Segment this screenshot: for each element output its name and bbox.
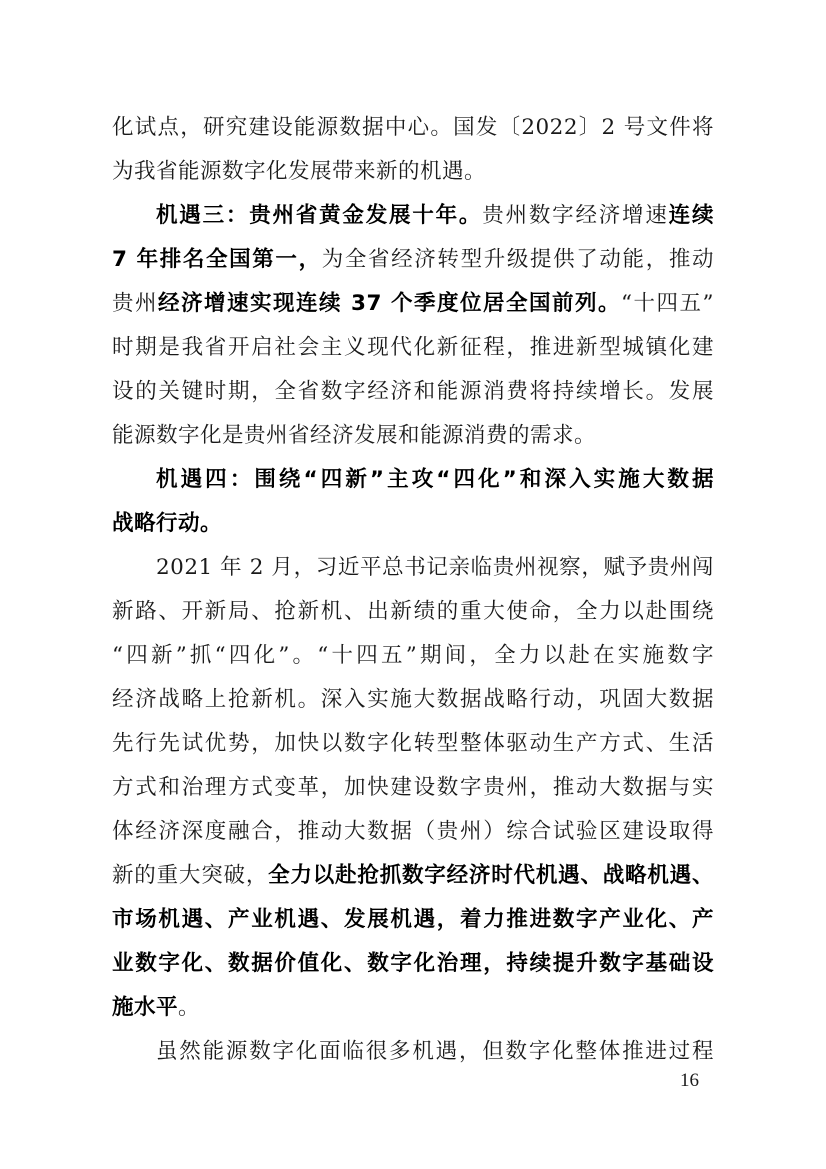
body-text: 体经济深度融合，推动大数据（贵州）综合试验区建设取得 bbox=[112, 819, 714, 844]
bold-text: 机遇四：围绕“四新”主攻“四化”和深入实施大数据 bbox=[156, 467, 714, 492]
bold-text: 连续 bbox=[668, 203, 714, 228]
body-text: 新的重大突破， bbox=[112, 863, 269, 888]
text-line bbox=[112, 590, 714, 634]
body-text: 新路、开新局、抢新机、出新绩的重大使命，全力以赴围绕 bbox=[112, 599, 714, 624]
bold-text: 经济增速实现连续 37 个季度位居全国前列。 bbox=[158, 291, 621, 316]
text-line bbox=[112, 194, 714, 238]
bold-text: 机遇三：贵州省黄金发展十年。 bbox=[156, 203, 483, 228]
text-line bbox=[112, 502, 714, 546]
text-line bbox=[112, 150, 714, 194]
text-line bbox=[112, 854, 714, 898]
text-line bbox=[112, 458, 714, 502]
document-body bbox=[112, 106, 714, 1074]
body-text: 贵州 bbox=[112, 291, 159, 316]
bold-text: 全力以赴抢抓数字经济时代机遇、战略机遇、 bbox=[268, 863, 714, 888]
body-text: “十四五” bbox=[620, 291, 714, 316]
text-line bbox=[112, 414, 714, 458]
bold-text: 市场机遇、产业机遇、发展机遇，着力推进数字产业化、产 bbox=[112, 907, 714, 932]
text-line bbox=[112, 282, 714, 326]
text-line bbox=[112, 722, 714, 766]
body-text: 虽然能源数字化面临很多机遇，但数字化整体推进过程 bbox=[156, 1039, 714, 1064]
text-line bbox=[112, 106, 714, 150]
text-line bbox=[112, 634, 714, 678]
text-line bbox=[112, 810, 714, 854]
text-line bbox=[112, 326, 714, 370]
body-text: 为全省经济转型升级提供了动能，推动 bbox=[321, 247, 714, 272]
text-line bbox=[112, 942, 714, 986]
bold-text: 施水平 bbox=[112, 995, 179, 1020]
bold-text: 业数字化、数据价值化、数字化治理，持续提升数字基础设 bbox=[112, 951, 714, 976]
text-line bbox=[112, 238, 714, 282]
bold-text: 战略行动。 bbox=[112, 511, 223, 536]
text-line bbox=[112, 370, 714, 414]
text-line bbox=[112, 546, 714, 590]
body-text: 化试点，研究建设能源数据中心。国发〔2022〕2 号文件将 bbox=[112, 115, 714, 140]
text-line bbox=[112, 1030, 714, 1074]
bold-text: 7 年排名全国第一， bbox=[112, 247, 322, 272]
body-text: 。 bbox=[178, 995, 201, 1020]
text-line bbox=[112, 986, 714, 1030]
body-text: 能源数字化是贵州省经济发展和能源消费的需求。 bbox=[112, 423, 597, 448]
body-text: 2021 年 2 月，习近平总书记亲临贵州视察，赋予贵州闯 bbox=[156, 555, 714, 580]
body-text: 先行先试优势，加快以数字化转型整体驱动生产方式、生活 bbox=[112, 731, 714, 756]
body-text: “四新”抓“四化”。“十四五”期间，全力以赴在实施数字 bbox=[112, 643, 714, 668]
body-text: 经济战略上抢新机。深入实施大数据战略行动，巩固大数据 bbox=[112, 687, 714, 712]
body-text: 为我省能源数字化发展带来新的机遇。 bbox=[112, 159, 487, 184]
text-line bbox=[112, 678, 714, 722]
text-line bbox=[112, 766, 714, 810]
body-text: 设的关键时期，全省数字经济和能源消费将持续增长。发展 bbox=[112, 379, 714, 404]
body-text: 时期是我省开启社会主义现代化新征程，推进新型城镇化建 bbox=[112, 335, 714, 360]
text-line bbox=[112, 898, 714, 942]
body-text: 方式和治理方式变革，加快建设数字贵州，推动大数据与实 bbox=[112, 775, 714, 800]
page-number: 16 bbox=[680, 1070, 699, 1091]
body-text: 贵州数字经济增速 bbox=[482, 203, 669, 228]
